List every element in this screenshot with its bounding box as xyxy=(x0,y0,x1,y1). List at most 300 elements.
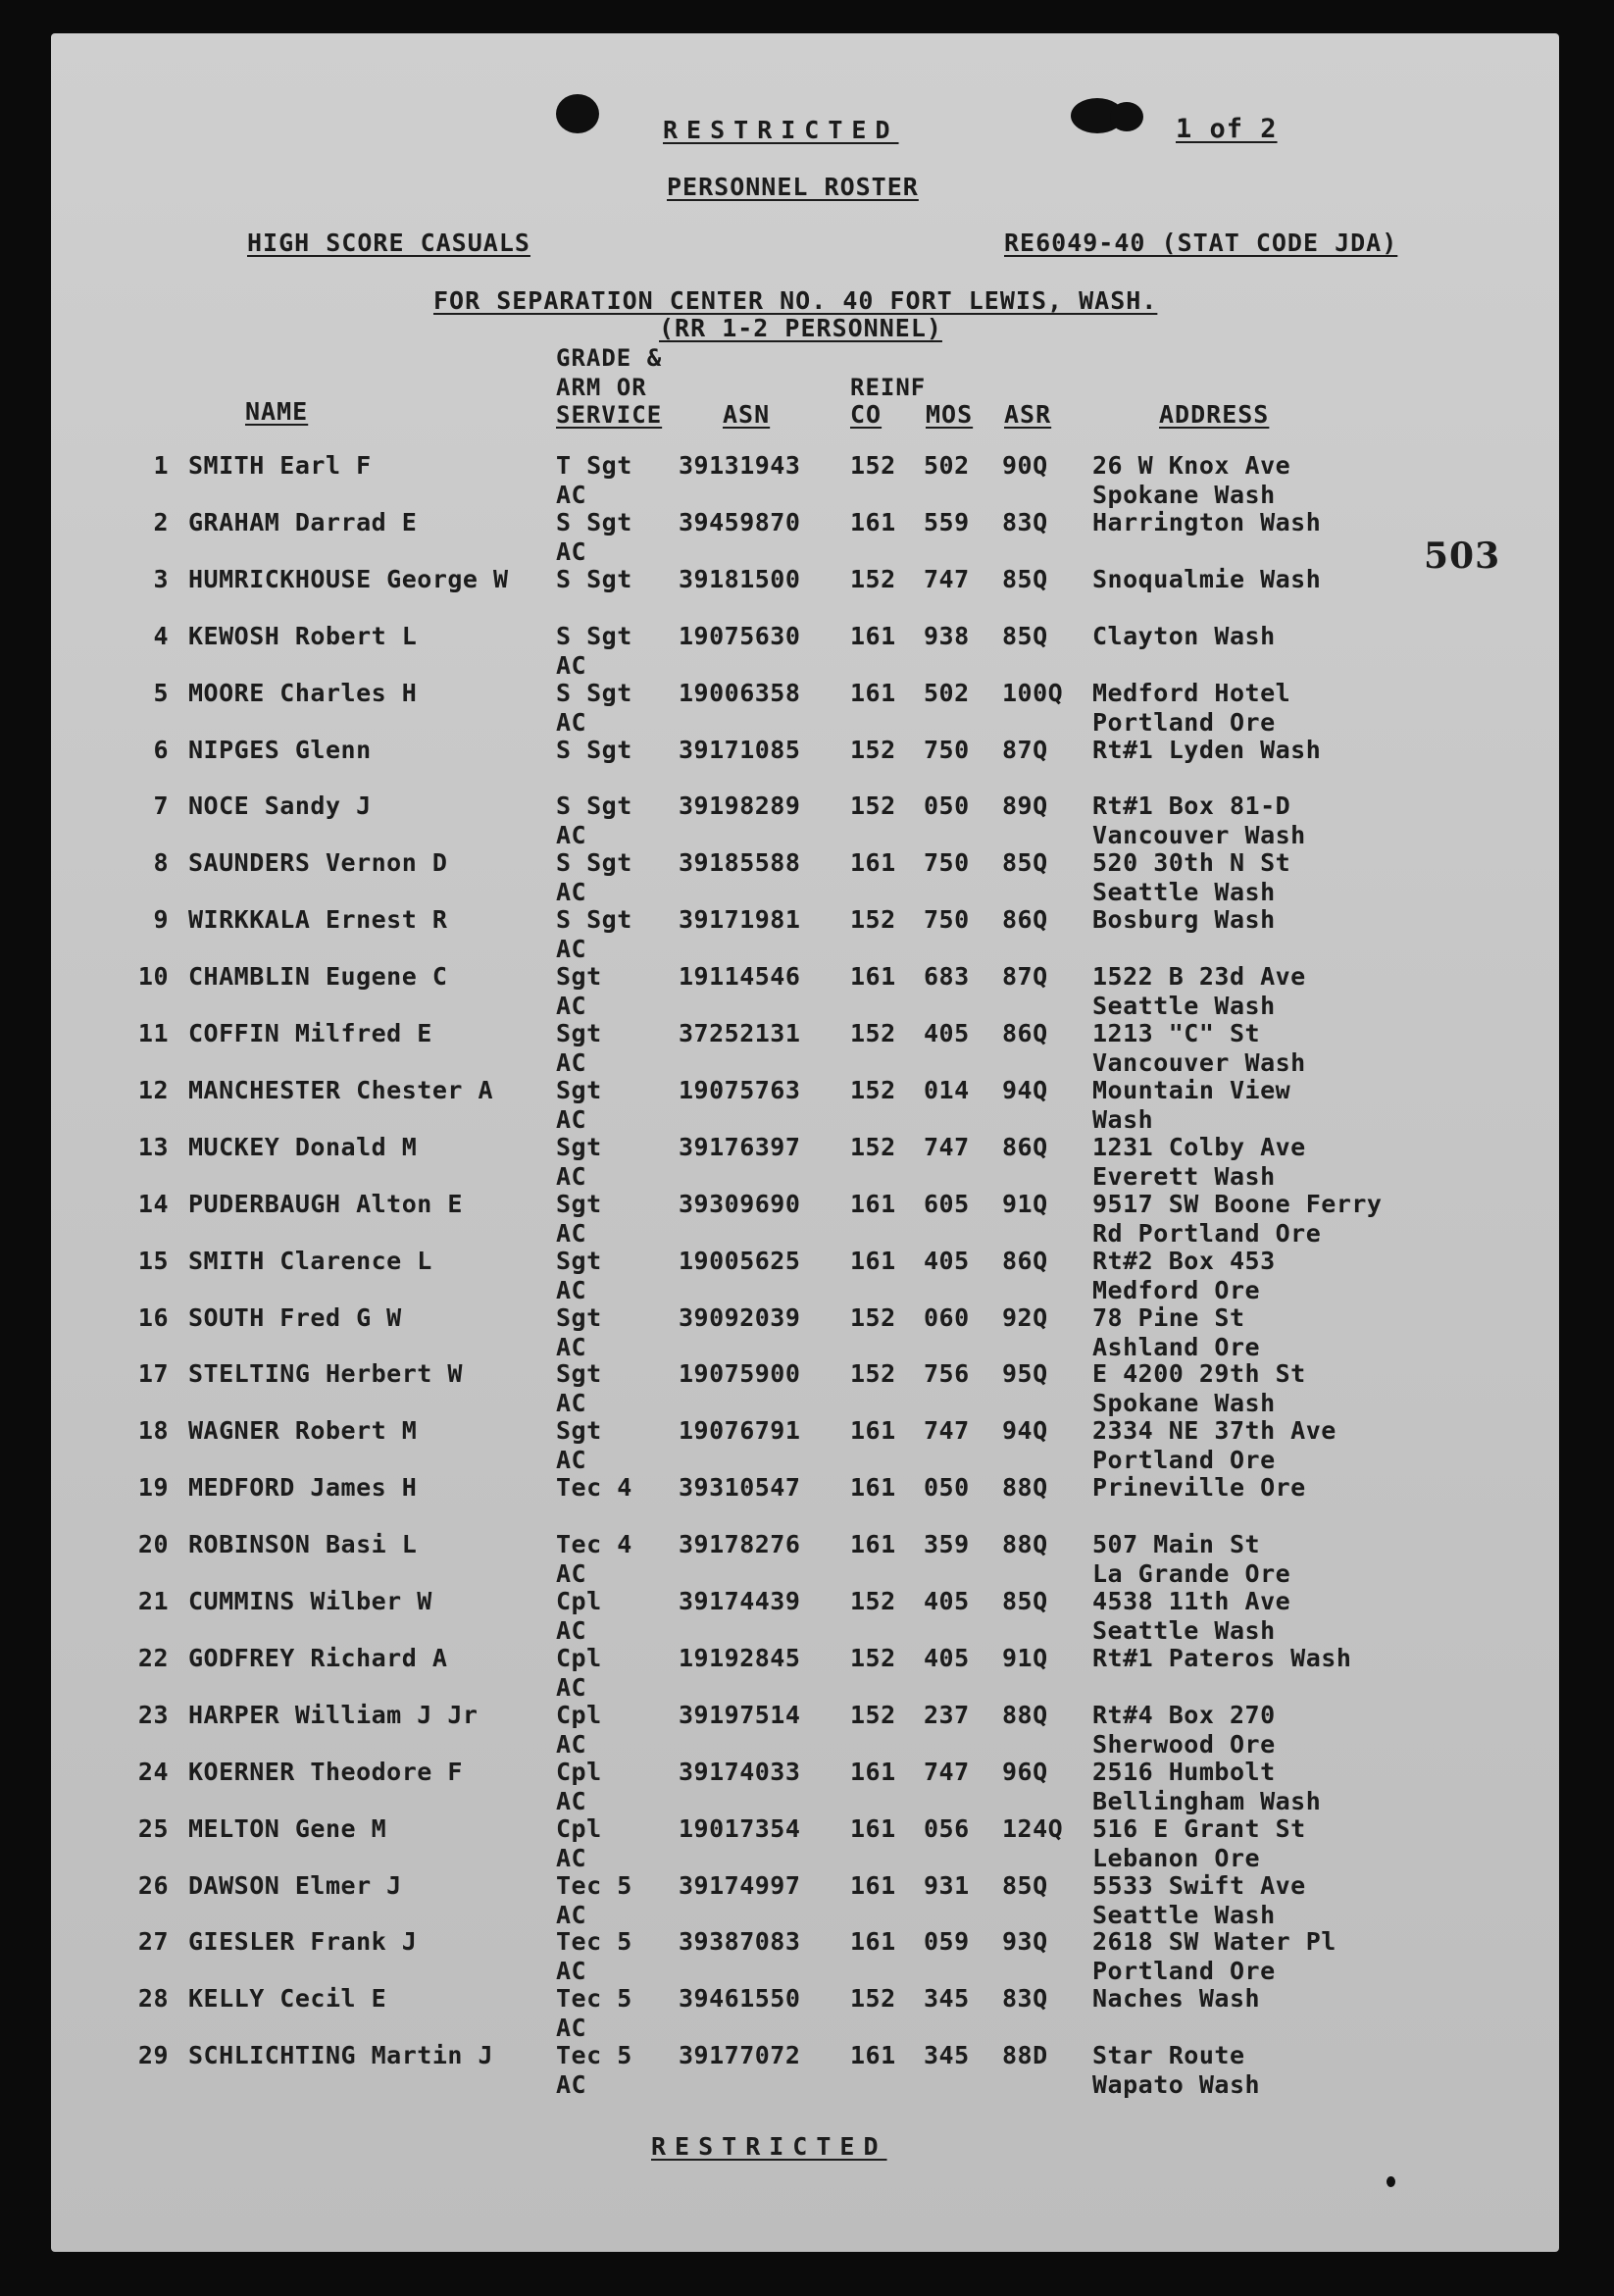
table-row xyxy=(51,1927,1559,1984)
ink-dot xyxy=(1387,2176,1395,2187)
asr: 91Q xyxy=(1002,1189,1048,1218)
arm-or-service: AC xyxy=(556,1048,587,1077)
table-row xyxy=(51,1701,1559,1758)
table-row xyxy=(51,905,1559,962)
asr: 85Q xyxy=(1002,848,1048,878)
person-name: MEDFORD James H xyxy=(188,1473,418,1503)
grade: Cpl xyxy=(556,1587,602,1615)
grade: Tec 4 xyxy=(556,1530,632,1559)
asr: 100Q xyxy=(1002,678,1064,707)
asn: 39131943 xyxy=(679,451,801,480)
address-line-1: 507 Main St xyxy=(1092,1530,1261,1559)
grade: Sgt xyxy=(556,962,602,992)
row-number: 16 xyxy=(137,1302,169,1332)
row-number: 13 xyxy=(137,1132,169,1161)
address-line-1: Rt#1 Pateros Wash xyxy=(1092,1643,1352,1672)
row-number: 26 xyxy=(137,1870,169,1900)
table-row xyxy=(51,791,1559,848)
table-row xyxy=(51,622,1559,679)
arm-or-service: AC xyxy=(556,1161,587,1191)
mos: 938 xyxy=(924,621,970,650)
mos: 747 xyxy=(924,1416,970,1446)
asr: 86Q xyxy=(1002,1132,1048,1161)
arm-or-service: AC xyxy=(556,992,587,1021)
asn: 19005625 xyxy=(679,1246,801,1275)
col-header-grade-1: GRADE & xyxy=(556,344,663,372)
reinf-co: 152 xyxy=(850,1984,896,2014)
row-number: 24 xyxy=(137,1757,169,1786)
asn: 39185588 xyxy=(679,848,801,878)
address-line-2: Seattle Wash xyxy=(1092,1900,1276,1929)
asr: 86Q xyxy=(1002,1246,1048,1275)
row-number: 21 xyxy=(137,1587,169,1615)
table-row xyxy=(51,1359,1559,1416)
table-row xyxy=(51,1473,1559,1530)
reinf-co: 152 xyxy=(850,1019,896,1047)
person-name: SMITH Earl F xyxy=(188,451,372,480)
address-line-1: Bosburg Wash xyxy=(1092,905,1276,935)
asr: 96Q xyxy=(1002,1757,1048,1786)
asn: 19192845 xyxy=(679,1643,801,1672)
col-header-asr: ASR xyxy=(1004,400,1052,429)
grade: Cpl xyxy=(556,1700,602,1729)
reinf-co: 161 xyxy=(850,848,896,878)
address-line-1: E 4200 29th St xyxy=(1092,1359,1306,1389)
grade: Tec 5 xyxy=(556,1984,632,2014)
person-name: SOUTH Fred G W xyxy=(188,1302,402,1332)
person-name: KELLY Cecil E xyxy=(188,1984,387,2014)
row-number: 20 xyxy=(137,1530,169,1559)
reinf-co: 152 xyxy=(850,1587,896,1615)
arm-or-service: AC xyxy=(556,935,587,964)
mos: 747 xyxy=(924,1132,970,1161)
side-number: 503 xyxy=(1424,536,1501,577)
asn: 39174997 xyxy=(679,1870,801,1900)
row-number: 10 xyxy=(137,962,169,992)
reinf-co: 152 xyxy=(850,1359,896,1389)
grade: Tec 5 xyxy=(556,1927,632,1957)
arm-or-service: AC xyxy=(556,1559,587,1589)
asn: 39310547 xyxy=(679,1473,801,1503)
row-number: 28 xyxy=(137,1984,169,2014)
asn: 19017354 xyxy=(679,1813,801,1843)
asn: 39092039 xyxy=(679,1302,801,1332)
address-line-1: 520 30th N St xyxy=(1092,848,1291,878)
grade: Cpl xyxy=(556,1643,602,1672)
grade: Sgt xyxy=(556,1075,602,1104)
table-row xyxy=(51,1247,1559,1303)
row-number: 8 xyxy=(153,848,169,878)
reinf-co: 152 xyxy=(850,1302,896,1332)
asr: 89Q xyxy=(1002,791,1048,821)
group-label: HIGH SCORE CASUALS xyxy=(247,229,530,257)
mos: 750 xyxy=(924,905,970,935)
reinf-co: 161 xyxy=(850,621,896,650)
asr: 92Q xyxy=(1002,1302,1048,1332)
address-line-1: 2516 Humbolt xyxy=(1092,1757,1276,1786)
table-row xyxy=(51,2041,1559,2098)
grade: S Sgt xyxy=(556,905,632,935)
address-line-2: Sherwood Ore xyxy=(1092,1729,1276,1759)
arm-or-service: AC xyxy=(556,1900,587,1929)
grade: Tec 4 xyxy=(556,1473,632,1503)
table-row xyxy=(51,508,1559,565)
reinf-co: 161 xyxy=(850,962,896,992)
col-header-co-2: CO xyxy=(850,400,883,429)
table-row xyxy=(51,962,1559,1019)
address-line-1: 2618 SW Water Pl xyxy=(1092,1927,1337,1957)
person-name: MOORE Charles H xyxy=(188,678,418,707)
grade: S Sgt xyxy=(556,621,632,650)
grade: S Sgt xyxy=(556,848,632,878)
mos: 750 xyxy=(924,848,970,878)
mos: 237 xyxy=(924,1700,970,1729)
address-line-2: Spokane Wash xyxy=(1092,481,1276,509)
mos: 931 xyxy=(924,1870,970,1900)
table-row xyxy=(51,1587,1559,1644)
address-line-1: Medford Hotel xyxy=(1092,678,1291,707)
address-line-1: 516 E Grant St xyxy=(1092,1813,1306,1843)
mos: 345 xyxy=(924,2041,970,2070)
address-line-1: Harrington Wash xyxy=(1092,507,1322,536)
mos: 014 xyxy=(924,1075,970,1104)
address-line-2: Vancouver Wash xyxy=(1092,1048,1306,1077)
mos: 359 xyxy=(924,1530,970,1559)
asn: 39461550 xyxy=(679,1984,801,2014)
address-line-1: 4538 11th Ave xyxy=(1092,1587,1291,1615)
reinf-co: 161 xyxy=(850,1870,896,1900)
address-line-2: Seattle Wash xyxy=(1092,992,1276,1021)
row-number: 9 xyxy=(153,905,169,935)
table-row xyxy=(51,1758,1559,1814)
row-number: 25 xyxy=(137,1813,169,1843)
table-row xyxy=(51,565,1559,622)
reinf-co: 161 xyxy=(850,1416,896,1446)
address-line-2: Medford Ore xyxy=(1092,1275,1261,1304)
arm-or-service: AC xyxy=(556,2070,587,2100)
address-line-1: 2334 NE 37th Ave xyxy=(1092,1416,1337,1446)
mos: 405 xyxy=(924,1019,970,1047)
arm-or-service: AC xyxy=(556,1332,587,1361)
address-line-1: Rt#1 Lyden Wash xyxy=(1092,735,1322,764)
grade: Sgt xyxy=(556,1246,602,1275)
address-line-1: Clayton Wash xyxy=(1092,621,1276,650)
person-name: HARPER William J Jr xyxy=(188,1700,479,1729)
asn: 19075900 xyxy=(679,1359,801,1389)
asn: 39174033 xyxy=(679,1757,801,1786)
reinf-co: 152 xyxy=(850,791,896,821)
reinf-co: 152 xyxy=(850,1643,896,1672)
asn: 39198289 xyxy=(679,791,801,821)
arm-or-service: AC xyxy=(556,878,587,907)
asr: 86Q xyxy=(1002,1019,1048,1047)
grade: S Sgt xyxy=(556,735,632,764)
asn: 39171085 xyxy=(679,735,801,764)
table-row xyxy=(51,1190,1559,1247)
asn: 39459870 xyxy=(679,507,801,536)
asr: 88D xyxy=(1002,2041,1048,2070)
grade: Sgt xyxy=(556,1359,602,1389)
row-number: 5 xyxy=(153,678,169,707)
asn: 39181500 xyxy=(679,564,801,593)
address-line-2: Wapato Wash xyxy=(1092,2070,1261,2100)
asn: 19006358 xyxy=(679,678,801,707)
reinf-co: 161 xyxy=(850,1813,896,1843)
asr: 88Q xyxy=(1002,1530,1048,1559)
asn: 39177072 xyxy=(679,2041,801,2070)
reinf-co: 161 xyxy=(850,1927,896,1957)
asn: 39171981 xyxy=(679,905,801,935)
grade: S Sgt xyxy=(556,507,632,536)
table-row xyxy=(51,679,1559,736)
separation-center-heading: FOR SEPARATION CENTER NO. 40 FORT LEWIS, WASH. xyxy=(433,286,1158,315)
row-number: 1 xyxy=(153,451,169,480)
asn: 19076791 xyxy=(679,1416,801,1446)
person-name: KEWOSH Robert L xyxy=(188,621,418,650)
col-header-address: ADDRESS xyxy=(1159,400,1270,429)
personnel-category: (RR 1-2 PERSONNEL) xyxy=(659,314,942,342)
arm-or-service: AC xyxy=(556,1446,587,1475)
reinf-co: 161 xyxy=(850,1189,896,1218)
row-number: 2 xyxy=(153,507,169,536)
row-number: 22 xyxy=(137,1643,169,1672)
asn: 39309690 xyxy=(679,1189,801,1218)
asr: 91Q xyxy=(1002,1643,1048,1672)
mos: 050 xyxy=(924,791,970,821)
person-name: MANCHESTER Chester A xyxy=(188,1075,494,1104)
arm-or-service: AC xyxy=(556,1729,587,1759)
address-line-2: Portland Ore xyxy=(1092,1446,1276,1475)
col-header-asn: ASN xyxy=(723,400,771,429)
asr: 88Q xyxy=(1002,1473,1048,1503)
grade: Sgt xyxy=(556,1416,602,1446)
page-of-label: 1 of 2 xyxy=(1176,114,1278,144)
arm-or-service: AC xyxy=(556,481,587,509)
table-row xyxy=(51,1530,1559,1587)
mos: 050 xyxy=(924,1473,970,1503)
asn: 39178276 xyxy=(679,1530,801,1559)
table-row xyxy=(51,1416,1559,1473)
address-line-2: Seattle Wash xyxy=(1092,1616,1276,1645)
reinf-co: 161 xyxy=(850,678,896,707)
address-line-2: La Grande Ore xyxy=(1092,1559,1291,1589)
row-number: 23 xyxy=(137,1700,169,1729)
mos: 747 xyxy=(924,1757,970,1786)
mos: 345 xyxy=(924,1984,970,2014)
asn: 37252131 xyxy=(679,1019,801,1047)
row-number: 29 xyxy=(137,2041,169,2070)
restricted-heading-top: RESTRICTED xyxy=(663,116,899,144)
grade: Sgt xyxy=(556,1132,602,1161)
row-number: 18 xyxy=(137,1416,169,1446)
address-line-1: Mountain View xyxy=(1092,1075,1291,1104)
mos: 059 xyxy=(924,1927,970,1957)
reinf-co: 152 xyxy=(850,451,896,480)
arm-or-service: AC xyxy=(556,707,587,737)
grade: Sgt xyxy=(556,1189,602,1218)
table-row xyxy=(51,1871,1559,1928)
address-line-1: Naches Wash xyxy=(1092,1984,1261,2014)
reinf-co: 161 xyxy=(850,1530,896,1559)
asr: 87Q xyxy=(1002,735,1048,764)
reinf-co: 161 xyxy=(850,1473,896,1503)
asr: 85Q xyxy=(1002,564,1048,593)
grade: S Sgt xyxy=(556,678,632,707)
arm-or-service: AC xyxy=(556,1616,587,1645)
mos: 559 xyxy=(924,507,970,536)
asr: 83Q xyxy=(1002,1984,1048,2014)
row-number: 17 xyxy=(137,1359,169,1389)
mos: 683 xyxy=(924,962,970,992)
mos: 747 xyxy=(924,564,970,593)
reinf-co: 161 xyxy=(850,1246,896,1275)
address-line-2: Portland Ore xyxy=(1092,707,1276,737)
redaction-blot-right-2 xyxy=(1110,102,1143,131)
person-name: GRAHAM Darrad E xyxy=(188,507,418,536)
address-line-2: Vancouver Wash xyxy=(1092,821,1306,850)
row-number: 4 xyxy=(153,621,169,650)
address-line-1: 1522 B 23d Ave xyxy=(1092,962,1306,992)
address-line-2: Bellingham Wash xyxy=(1092,1786,1322,1815)
mos: 405 xyxy=(924,1587,970,1615)
address-line-1: 1213 "C" St xyxy=(1092,1019,1261,1047)
col-header-co-1: REINF xyxy=(850,374,927,401)
table-row xyxy=(51,1303,1559,1360)
person-name: SMITH Clarence L xyxy=(188,1246,432,1275)
address-line-1: Prineville Ore xyxy=(1092,1473,1306,1503)
arm-or-service: AC xyxy=(556,536,587,566)
asr: 85Q xyxy=(1002,1587,1048,1615)
arm-or-service: AC xyxy=(556,1786,587,1815)
asn: 39387083 xyxy=(679,1927,801,1957)
arm-or-service: AC xyxy=(556,1672,587,1702)
address-line-1: Rt#1 Box 81-D xyxy=(1092,791,1291,821)
reinf-co: 152 xyxy=(850,564,896,593)
person-name: WIRKKALA Ernest R xyxy=(188,905,448,935)
person-name: NIPGES Glenn xyxy=(188,735,372,764)
roster-sheet xyxy=(51,33,1559,2252)
address-line-1: 78 Pine St xyxy=(1092,1302,1245,1332)
asn: 19075763 xyxy=(679,1075,801,1104)
row-number: 14 xyxy=(137,1189,169,1218)
grade: Tec 5 xyxy=(556,1870,632,1900)
arm-or-service: AC xyxy=(556,650,587,680)
address-line-1: 5533 Swift Ave xyxy=(1092,1870,1306,1900)
grade: S Sgt xyxy=(556,564,632,593)
row-number: 12 xyxy=(137,1075,169,1104)
table-row xyxy=(51,736,1559,792)
grade: Tec 5 xyxy=(556,2041,632,2070)
col-header-grade-2: ARM OR xyxy=(556,374,647,401)
reinf-co: 152 xyxy=(850,905,896,935)
address-line-2: Seattle Wash xyxy=(1092,878,1276,907)
table-row xyxy=(51,1076,1559,1133)
col-header-grade-3: SERVICE xyxy=(556,401,663,429)
mos: 502 xyxy=(924,451,970,480)
address-line-1: 1231 Colby Ave xyxy=(1092,1132,1306,1161)
address-line-1: Rt#2 Box 453 xyxy=(1092,1246,1276,1275)
person-name: SCHLICHTING Martin J xyxy=(188,2041,494,2070)
arm-or-service: AC xyxy=(556,1957,587,1986)
table-row xyxy=(51,1019,1559,1076)
grade: T Sgt xyxy=(556,451,632,480)
row-number: 11 xyxy=(137,1019,169,1047)
mos: 060 xyxy=(924,1302,970,1332)
grade: S Sgt xyxy=(556,791,632,821)
person-name: NOCE Sandy J xyxy=(188,791,372,821)
reinf-co: 161 xyxy=(850,507,896,536)
person-name: MELTON Gene M xyxy=(188,1813,387,1843)
address-line-1: Rt#4 Box 270 xyxy=(1092,1700,1276,1729)
person-name: CUMMINS Wilber W xyxy=(188,1587,432,1615)
row-number: 19 xyxy=(137,1473,169,1503)
address-line-2: Ashland Ore xyxy=(1092,1332,1261,1361)
person-name: ROBINSON Basi L xyxy=(188,1530,418,1559)
table-row xyxy=(51,1814,1559,1871)
table-row xyxy=(51,1984,1559,2041)
grade: Cpl xyxy=(556,1757,602,1786)
mos: 750 xyxy=(924,735,970,764)
grade: Sgt xyxy=(556,1302,602,1332)
row-number: 3 xyxy=(153,564,169,593)
grade: Cpl xyxy=(556,1813,602,1843)
asn: 39176397 xyxy=(679,1132,801,1161)
redaction-blot-left xyxy=(556,94,599,133)
mos: 405 xyxy=(924,1643,970,1672)
reinf-co: 152 xyxy=(850,1132,896,1161)
asn: 39197514 xyxy=(679,1700,801,1729)
address-line-1: 26 W Knox Ave xyxy=(1092,451,1291,480)
asn: 19075630 xyxy=(679,621,801,650)
col-header-mos: MOS xyxy=(926,400,974,429)
person-name: CHAMBLIN Eugene C xyxy=(188,962,448,992)
reference-code: RE6049-40 (STAT CODE JDA) xyxy=(1004,229,1398,257)
person-name: KOERNER Theodore F xyxy=(188,1757,463,1786)
row-number: 7 xyxy=(153,791,169,821)
row-number: 6 xyxy=(153,735,169,764)
asr: 85Q xyxy=(1002,1870,1048,1900)
person-name: WAGNER Robert M xyxy=(188,1416,418,1446)
address-line-2: Wash xyxy=(1092,1104,1154,1134)
row-number: 27 xyxy=(137,1927,169,1957)
arm-or-service: AC xyxy=(556,1389,587,1418)
reinf-co: 152 xyxy=(850,1075,896,1104)
asr: 95Q xyxy=(1002,1359,1048,1389)
person-name: DAWSON Elmer J xyxy=(188,1870,402,1900)
mos: 056 xyxy=(924,1813,970,1843)
address-line-1: 9517 SW Boone Ferry xyxy=(1092,1189,1383,1218)
arm-or-service: AC xyxy=(556,1275,587,1304)
asr: 87Q xyxy=(1002,962,1048,992)
person-name: GIESLER Frank J xyxy=(188,1927,418,1957)
address-line-2: Everett Wash xyxy=(1092,1161,1276,1191)
address-line-2: Spokane Wash xyxy=(1092,1389,1276,1418)
person-name: SAUNDERS Vernon D xyxy=(188,848,448,878)
arm-or-service: AC xyxy=(556,821,587,850)
arm-or-service: AC xyxy=(556,1218,587,1248)
restricted-heading-bottom: RESTRICTED xyxy=(651,2132,887,2161)
arm-or-service: AC xyxy=(556,2014,587,2043)
address-line-2: Lebanon Ore xyxy=(1092,1843,1261,1872)
person-name: COFFIN Milfred E xyxy=(188,1019,432,1047)
asr: 83Q xyxy=(1002,507,1048,536)
reinf-co: 152 xyxy=(850,1700,896,1729)
arm-or-service: AC xyxy=(556,1104,587,1134)
arm-or-service: AC xyxy=(556,1843,587,1872)
row-number: 15 xyxy=(137,1246,169,1275)
person-name: HUMRICKHOUSE George W xyxy=(188,564,509,593)
person-name: STELTING Herbert W xyxy=(188,1359,463,1389)
